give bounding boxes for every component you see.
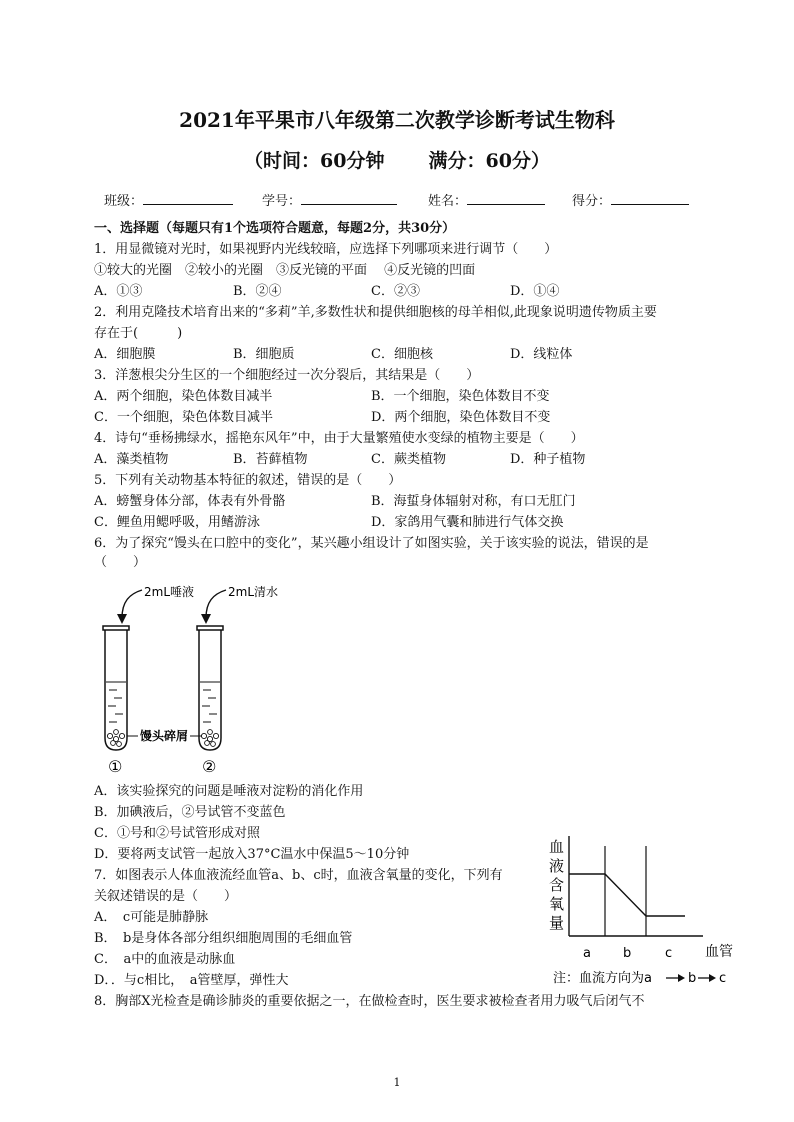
id-field xyxy=(262,190,397,209)
q3-option-a[interactable]: A．两个细胞，染色体数目减半 xyxy=(94,389,273,404)
q2-stem-line2: 存在于( ) xyxy=(94,326,183,341)
q3-stem: 3．洋葱根尖分生区的一个细胞经过一次分裂后，其结果是（ ） xyxy=(94,368,480,383)
q2-option-d[interactable]: D．线粒体 xyxy=(510,347,573,362)
q2-option-b[interactable]: B．细胞质 xyxy=(233,347,295,362)
water-label: 2mL清水 xyxy=(228,585,279,599)
id-blank[interactable] xyxy=(301,192,397,205)
full-score: 满分：60分） xyxy=(428,150,550,172)
name-label: 姓名： xyxy=(428,194,468,209)
q7-stem-line1: 7．如图表示人体血液流经血管a、b、c时，血液含氧量的变化，下列有 xyxy=(94,868,503,883)
q4-option-c[interactable]: C．蕨类植物 xyxy=(371,452,446,467)
q7-option-c[interactable]: C． a中的血液是动脉血 xyxy=(94,952,236,967)
x-label-b: b xyxy=(623,946,632,961)
y-label-5: 量 xyxy=(549,914,565,932)
q7-option-d[interactable]: D．．与c相比， a管壁厚，弹性大 xyxy=(94,973,289,988)
q5-option-c[interactable]: C．鲤鱼用鳃呼吸，用鳍游泳 xyxy=(94,515,260,530)
oxygen-curve xyxy=(569,874,685,916)
score-field xyxy=(572,190,689,209)
q4-option-d[interactable]: D．种子植物 xyxy=(510,452,586,467)
score-blank[interactable] xyxy=(611,192,689,205)
q6-option-a[interactable]: A．该实验探究的问题是唾液对淀粉的消化作用 xyxy=(94,784,364,799)
flow-note: 注：血流方向为a xyxy=(553,971,652,986)
q6-option-b[interactable]: B．加碘液后，②号试管不变蓝色 xyxy=(94,805,286,820)
time-limit: （时间：60分钟 xyxy=(244,150,385,172)
saliva-arrowhead xyxy=(117,614,127,624)
q5-stem: 5．下列有关动物基本特征的叙述，错误的是（ ） xyxy=(94,473,402,488)
tube2-number: ② xyxy=(202,757,217,776)
score-label: 得分： xyxy=(572,194,612,209)
x-label-c: c xyxy=(665,946,673,961)
class-field xyxy=(104,190,233,209)
q5-option-d[interactable]: D．家鸽用气囊和肺进行气体交换 xyxy=(371,515,564,530)
q3-option-c[interactable]: C．一个细胞，染色体数目减半 xyxy=(94,410,273,425)
name-blank[interactable] xyxy=(467,192,545,205)
test-tube-2 xyxy=(197,626,223,750)
x-axis-label: 血管 xyxy=(705,944,733,960)
q2-option-a[interactable]: A．细胞膜 xyxy=(94,347,156,362)
page-number: 1 xyxy=(393,1076,401,1089)
water-arrow xyxy=(206,590,226,618)
section-heading: 一、选择题（每题只有1个选项符合题意，每题2分，共30分） xyxy=(94,221,456,236)
flow-note-c: c xyxy=(719,971,727,986)
y-label-4: 氧 xyxy=(549,895,565,913)
q3-option-d[interactable]: D．两个细胞，染色体数目不变 xyxy=(371,410,551,425)
y-axis-label xyxy=(549,838,564,932)
class-blank[interactable] xyxy=(143,192,233,205)
saliva-arrow xyxy=(122,590,142,618)
q3-option-b[interactable]: B．一个细胞，染色体数目不变 xyxy=(371,389,550,404)
flow-note-b: b xyxy=(688,971,697,986)
q6-option-d[interactable]: D．要将两支试管一起放入37°C温水中保温5～10分钟 xyxy=(94,847,410,862)
x-label-a: a xyxy=(583,946,591,961)
y-label-2: 液 xyxy=(549,857,565,875)
q7-option-b[interactable]: B． b是身体各部分组织细胞周围的毛细血管 xyxy=(94,931,353,946)
q6-option-c[interactable]: C．①号和②号试管形成对照 xyxy=(94,826,260,841)
crumbs-label: 馒头碎屑 xyxy=(140,729,189,743)
q7-option-a[interactable]: A． c可能是肺静脉 xyxy=(94,910,209,925)
flow-arrowhead-1 xyxy=(678,974,685,982)
water-arrowhead xyxy=(201,614,211,624)
y-label-3: 含 xyxy=(549,876,565,894)
q8-stem: 8．胸部X光检查是确诊肺炎的重要依据之一，在做检查时，医生要求被检查者用力吸气后闭气不 xyxy=(94,994,645,1009)
test-tube-figure xyxy=(94,578,294,778)
q1-option-a[interactable]: A．①③ xyxy=(94,284,143,299)
q4-option-a[interactable]: A．藻类植物 xyxy=(94,452,169,467)
q6-stem: 6．为了探究“馒头在口腔中的变化”，某兴趣小组设计了如图实验，关于该实验的说法，错误的是 xyxy=(94,536,649,551)
q4-stem: 4．诗句“垂杨拂绿水，摇艳东风年”中，由于大量繁殖使水变绿的植物主要是（ ） xyxy=(94,431,584,446)
oxygen-graph xyxy=(545,836,745,1016)
q6-paren: （ ） xyxy=(94,555,147,570)
flow-arrowhead-2 xyxy=(709,974,716,982)
tube1-number: ① xyxy=(108,757,123,776)
q1-items: ①较大的光圈 ②较小的光圈 ③反光镜的平面 ④反光镜的凹面 xyxy=(94,263,476,278)
id-label: 学号： xyxy=(262,194,302,209)
q7-stem-line2: 关叙述错误的是（ ） xyxy=(94,889,238,904)
test-tube-1 xyxy=(103,626,129,750)
q2-stem-line1: 2．利用克隆技术培育出来的“多莉”羊,多数性状和提供细胞核的母羊相似,此现象说明遗传物质主要 xyxy=(94,305,657,320)
q1-stem: 1．用显微镜对光时，如果视野内光线较暗，应选择下列哪项来进行调节（ ） xyxy=(94,242,558,257)
q2-option-c[interactable]: C．细胞核 xyxy=(371,347,433,362)
q4-option-b[interactable]: B．苔藓植物 xyxy=(233,452,308,467)
saliva-label: 2mL唾液 xyxy=(144,585,195,599)
q5-option-a[interactable]: A．螃蟹身体分部，体表有外骨骼 xyxy=(94,494,286,509)
exam-meta xyxy=(0,146,794,173)
q5-option-b[interactable]: B．海蜇身体辐射对称，有口无肛门 xyxy=(371,494,576,509)
y-label-1: 血 xyxy=(549,838,565,856)
name-field xyxy=(428,190,545,209)
class-label: 班级： xyxy=(104,194,144,209)
page-title: 2021年平果市八年级第二次教学诊断考试生物科 xyxy=(179,108,615,132)
q1-option-c[interactable]: C．②③ xyxy=(371,284,420,299)
q1-option-b[interactable]: B．②④ xyxy=(233,284,282,299)
q1-option-d[interactable]: D．①④ xyxy=(510,284,560,299)
